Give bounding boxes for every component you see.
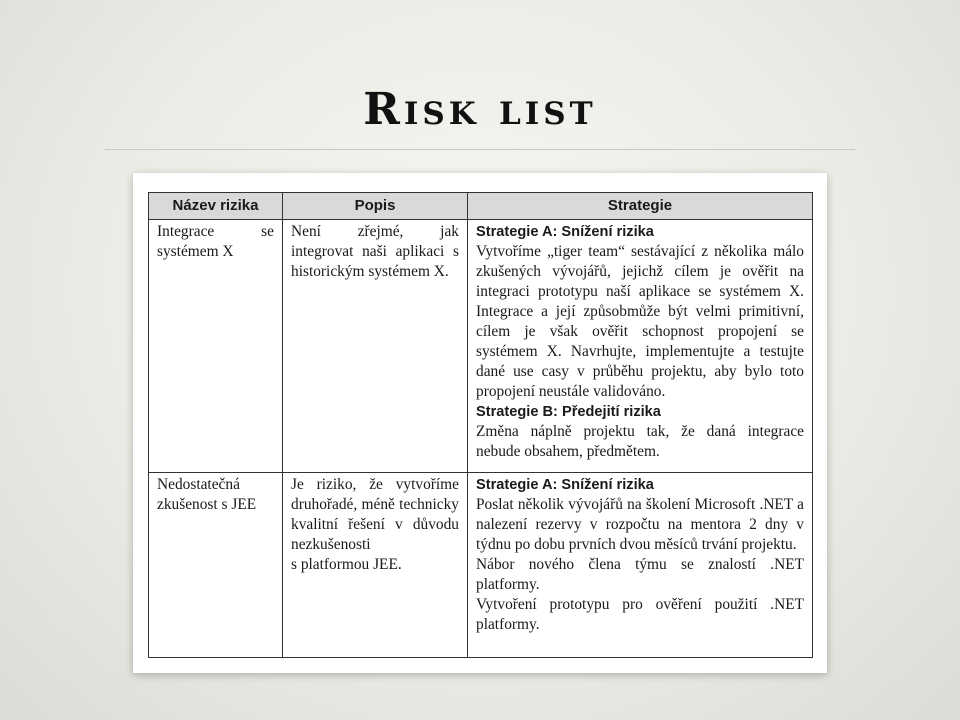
- strategy-a-text: Vytvoříme „tiger team“ sestávající z několika málo zkušených vývojářů, jejichž cílem je ověřit na integraci prototypu naší aplikace se systémem X. Integrace a její způsobmůže být velmi primitivní, cílem je však ověřit schopnost propojení se systémem X. Navrhujte, implementujte a testujte dané use casy v průběhu projektu, aby bylo toto propojení neustále validováno.: [476, 243, 804, 400]
- risk-strategy-cell: [468, 220, 813, 473]
- table-row: [149, 220, 813, 473]
- risk-description-cell: [283, 220, 468, 473]
- risk-strategy-cell: [468, 473, 813, 658]
- strategy-a-heading: Strategie A: Snížení rizika: [476, 477, 654, 493]
- risk-description: Není zřejmé, jak integrovat naši aplikaci s historickým systémem X.: [291, 223, 459, 280]
- strategy-a-heading: Strategie A: Snížení rizika: [476, 224, 654, 240]
- strategy-b-heading: Strategie B: Předejití rizika: [476, 404, 661, 420]
- risk-name: Integrace se systémem X: [157, 223, 274, 260]
- risk-name-cell: [149, 473, 283, 658]
- table-row: [149, 473, 813, 658]
- header-risk-name: Název rizika: [149, 193, 283, 220]
- header-strategy: Strategie: [468, 193, 813, 220]
- risk-description-last-line: s platformou JEE.: [291, 556, 402, 573]
- title-divider: [105, 149, 855, 150]
- risk-description: Je riziko, že vytvoříme druhořadé, méně technicky kvalitní řešení v důvodu nezkušenosti: [291, 476, 459, 553]
- strategy-item: Vytvoření prototypu pro ověření použití .NET platformy.: [476, 596, 804, 633]
- risk-name-cell: [149, 220, 283, 473]
- risk-name: Nedostatečná zkušenost s JEE: [157, 476, 257, 513]
- risk-table: [148, 192, 813, 658]
- strategy-b-text: Změna náplně projektu tak, že daná integrace nebude obsahem, předmětem.: [476, 423, 804, 460]
- header-description: Popis: [283, 193, 468, 220]
- document-image: [133, 173, 827, 673]
- strategy-a-text: Poslat několik vývojářů na školení Microsoft .NET a nalezení rezervy v rozpočtu na mentora 2 dny v týdnu po dobu prvních dvou měsíců trvání projektu.: [476, 496, 804, 553]
- table-header-row: [149, 193, 813, 220]
- slide-title: Risk list: [363, 84, 597, 135]
- strategy-item: Nábor nového člena týmu se znalostí .NET platformy.: [476, 556, 804, 593]
- risk-description-cell: [283, 473, 468, 658]
